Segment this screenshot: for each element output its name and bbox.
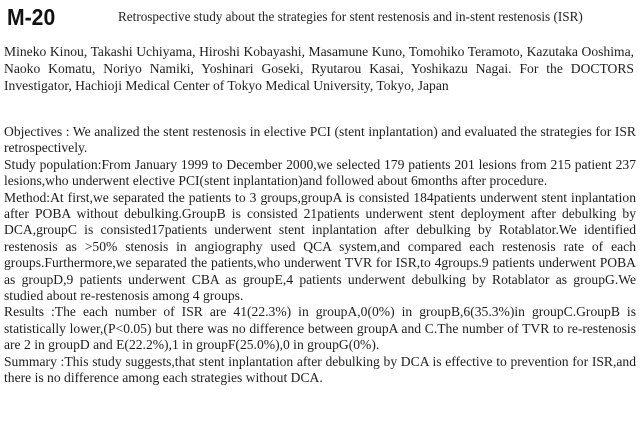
objectives-paragraph: Objectives : We analized the stent restenosis in elective PCI (stent inplantation) and evaluated the strategies for ISR retrospectively. xyxy=(4,124,636,156)
method-paragraph: Method:At first,we separated the patients to 3 groups,groupA is consisted 184patients underwent stent inplantation after POBA without debulking.GroupB is consisted 21patients underwent stent deployment after debulking by DCA,groupC is consisted17patients underwent stent inplantation after debulking by Rotablator.We identified restenosis as >50% stenosis in angiography used QCA system,and compared each restenosis rate of each groups.Furthermore,we separated the patients,who underwent TVR for ISR,to 4groups.9 patients underwent POBA as groupD,9 patients underwent CBA as groupE,4 patients underwent debulking by Rotablator as groupG.We studied about re-restenosis among 4 groups. xyxy=(4,189,636,304)
author-list: Mineko Kinou, Takashi Uchiyama, Hiroshi Kobayashi, Masamune Kuno, Tomohiko Teramoto, Kazutaka Ooshima, Naoko Komatu, Noriyo Namiki, Yoshinari Goseki, Ryutarou Kasai, Yoshikazu Nagai. For the DOCTORS Investigator, Hachioji Medical Center of Tokyo Medical University, Tokyo, Japan xyxy=(4,44,634,93)
study-population-paragraph: Study population:From January 1999 to December 2000,we selected 179 patients 201 lesions from 215 patient 237 lesions,who underwent elective PCI(stent inplantation)and followed about 6months after procedure. xyxy=(4,156,636,189)
abstract-code: M-20 xyxy=(7,4,56,30)
results-paragraph: Results :The each number of ISR are 41(22.3%) in groupA,0(0%) in groupB,6(35.3%)in groupC.GroupB is statistically lower,(P<0.05) but there was no difference between groupA and C.The number of TVR to re-restenosis are 2 in groupD and E(22.2%),1 in groupF(25.0%),0 in groupG(0%). xyxy=(4,304,636,353)
abstract-header xyxy=(7,4,635,30)
abstract-body xyxy=(4,124,636,387)
abstract-title: Retrospective study about the strategies for stent restenosis and in-stent restenosis (ISR) xyxy=(118,9,583,24)
summary-paragraph: Summary :This study suggests,that stent inplantation after debulking by DCA is effective to prevention for ISR,and there is no difference among each strategies without DCA. xyxy=(4,353,636,386)
